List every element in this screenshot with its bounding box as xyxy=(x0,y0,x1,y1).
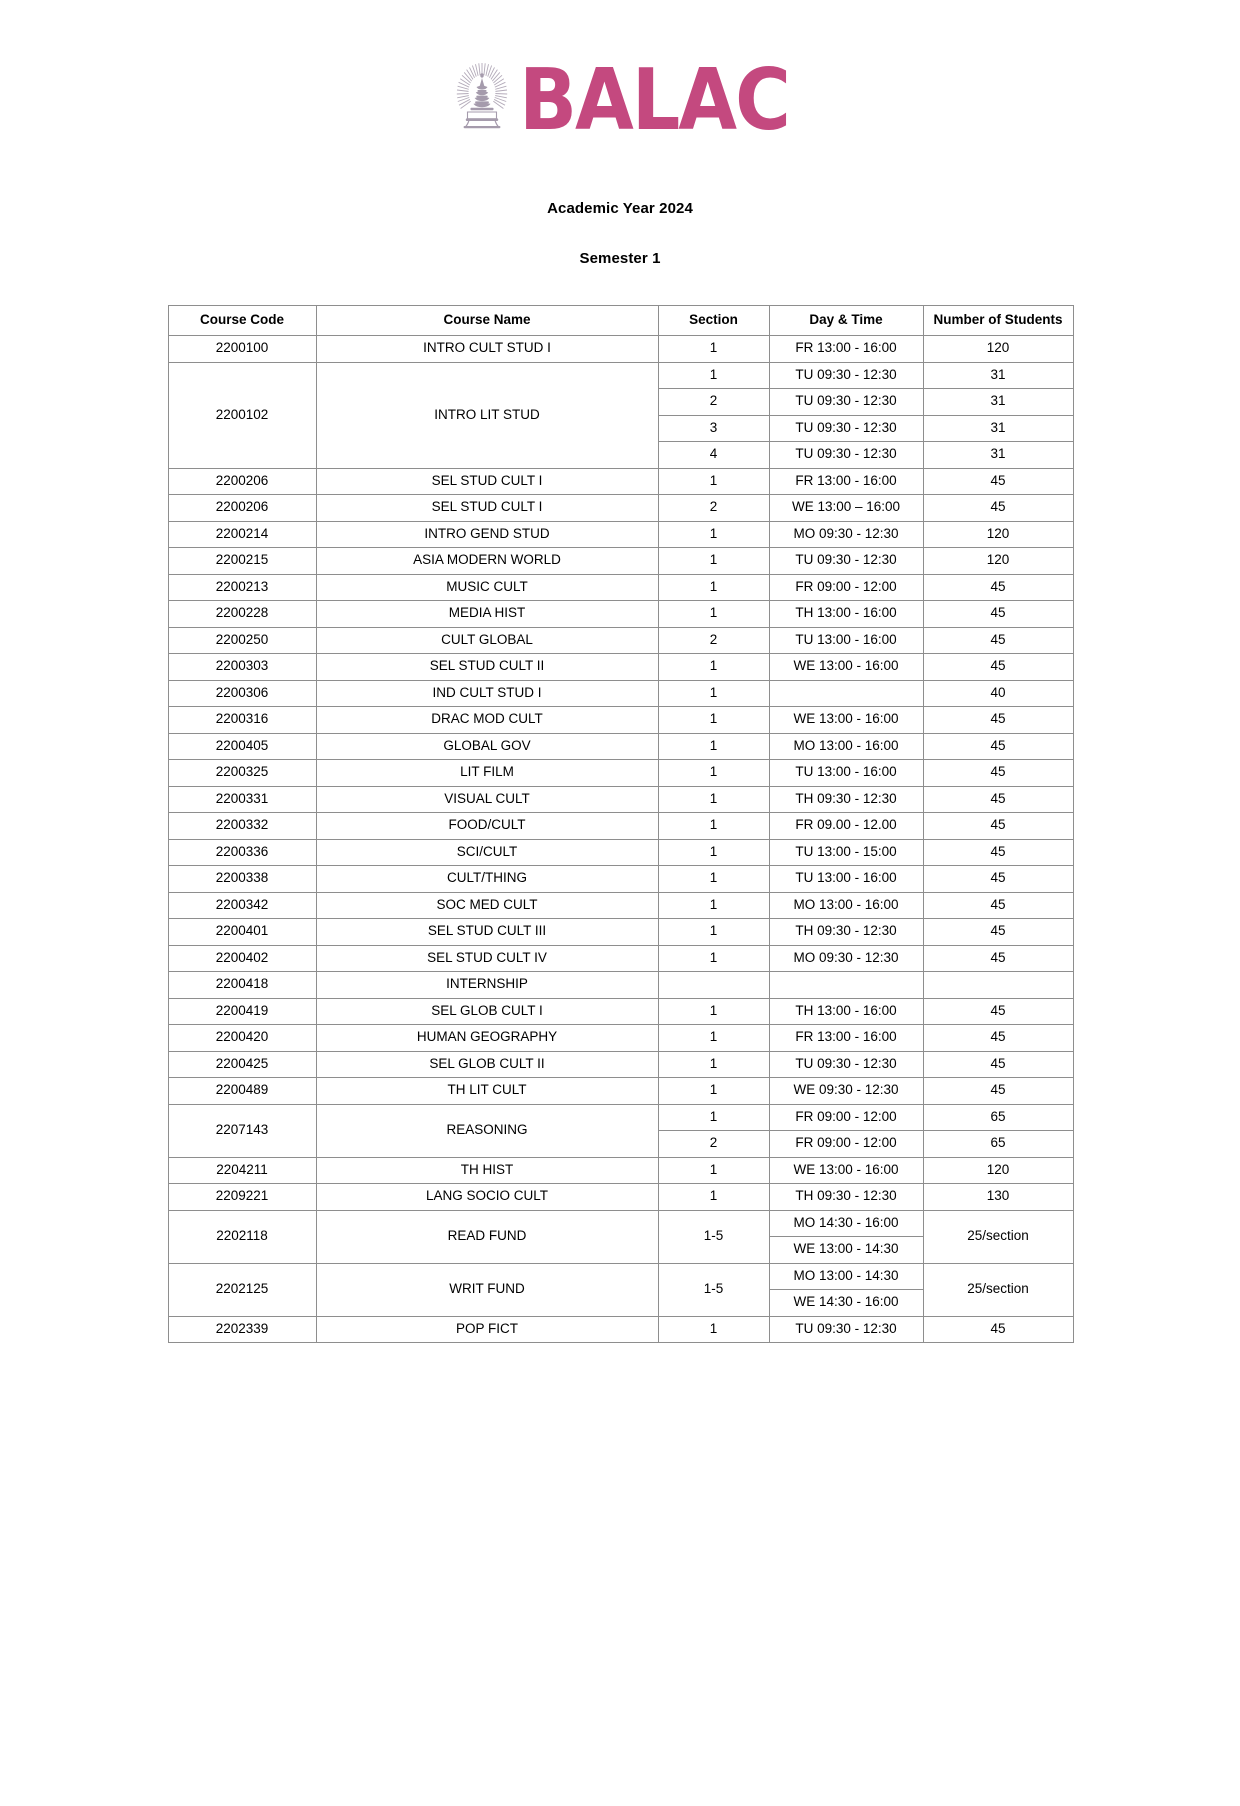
cell-section: 1 xyxy=(658,892,769,919)
cell-day-time: WE 14:30 - 16:00 xyxy=(769,1290,923,1317)
cell-day-time: TH 13:00 - 16:00 xyxy=(769,601,923,628)
table-row xyxy=(168,1157,1073,1184)
cell-day-time: FR 09:00 - 12:00 xyxy=(769,1131,923,1158)
table-row xyxy=(168,892,1073,919)
cell-course-code: 2200303 xyxy=(168,654,316,681)
cell-number-of-students: 45 xyxy=(923,945,1073,972)
cell-number-of-students: 45 xyxy=(923,813,1073,840)
table-row xyxy=(168,548,1073,575)
cell-course-code: 2200425 xyxy=(168,1051,316,1078)
cell-course-name: IND CULT STUD I xyxy=(316,680,658,707)
cell-number-of-students: 31 xyxy=(923,415,1073,442)
cell-section: 1 xyxy=(658,786,769,813)
cell-section: 1 xyxy=(658,1025,769,1052)
cell-number-of-students: 25/section xyxy=(923,1210,1073,1263)
cell-number-of-students: 45 xyxy=(923,786,1073,813)
cell-section: 1 xyxy=(658,574,769,601)
cell-number-of-students: 45 xyxy=(923,495,1073,522)
cell-day-time: FR 09:00 - 12:00 xyxy=(769,574,923,601)
cell-course-name: REASONING xyxy=(316,1104,658,1157)
cell-day-time: TU 09:30 - 12:30 xyxy=(769,548,923,575)
cell-section: 1-5 xyxy=(658,1263,769,1316)
cell-section: 1 xyxy=(658,654,769,681)
cell-day-time: MO 09:30 - 12:30 xyxy=(769,521,923,548)
cell-section: 1 xyxy=(658,760,769,787)
cell-course-name: SEL GLOB CULT II xyxy=(316,1051,658,1078)
cell-day-time xyxy=(769,972,923,999)
cell-course-code: 2200402 xyxy=(168,945,316,972)
cell-course-code: 2200418 xyxy=(168,972,316,999)
cell-day-time: MO 13:00 - 16:00 xyxy=(769,733,923,760)
table-row xyxy=(168,601,1073,628)
cell-course-name: SEL STUD CULT I xyxy=(316,495,658,522)
cell-course-code: 2209221 xyxy=(168,1184,316,1211)
cell-course-name: INTRO GEND STUD xyxy=(316,521,658,548)
cell-course-name: GLOBAL GOV xyxy=(316,733,658,760)
cell-course-name: SEL STUD CULT I xyxy=(316,468,658,495)
cell-number-of-students: 45 xyxy=(923,1025,1073,1052)
cell-course-code: 2207143 xyxy=(168,1104,316,1157)
cell-course-code: 2200331 xyxy=(168,786,316,813)
document-page xyxy=(0,49,1240,1806)
cell-day-time: WE 13:00 – 16:00 xyxy=(769,495,923,522)
cell-section: 1 xyxy=(658,1078,769,1105)
table-body xyxy=(168,336,1073,1343)
cell-course-name: TH HIST xyxy=(316,1157,658,1184)
cell-course-name: CULT/THING xyxy=(316,866,658,893)
cell-section: 2 xyxy=(658,495,769,522)
cell-number-of-students: 120 xyxy=(923,1157,1073,1184)
table-row xyxy=(168,839,1073,866)
table-row xyxy=(168,998,1073,1025)
cell-number-of-students: 40 xyxy=(923,680,1073,707)
cell-number-of-students: 45 xyxy=(923,760,1073,787)
cell-section: 2 xyxy=(658,1131,769,1158)
cell-course-code: 2200206 xyxy=(168,495,316,522)
cell-day-time: TH 09:30 - 12:30 xyxy=(769,919,923,946)
cell-course-code: 2200325 xyxy=(168,760,316,787)
cell-course-name: LIT FILM xyxy=(316,760,658,787)
cell-number-of-students: 45 xyxy=(923,707,1073,734)
cell-number-of-students: 120 xyxy=(923,521,1073,548)
balac-logo xyxy=(0,49,1240,150)
cell-course-name: SCI/CULT xyxy=(316,839,658,866)
cell-number-of-students xyxy=(923,972,1073,999)
cell-course-name: POP FICT xyxy=(316,1316,658,1343)
cell-day-time: WE 13:00 - 14:30 xyxy=(769,1237,923,1264)
cell-number-of-students: 45 xyxy=(923,654,1073,681)
table-row xyxy=(168,1263,1073,1290)
cell-course-code: 2200100 xyxy=(168,336,316,363)
table-row xyxy=(168,336,1073,363)
cell-number-of-students: 45 xyxy=(923,601,1073,628)
cell-course-name: SOC MED CULT xyxy=(316,892,658,919)
cell-section: 1 xyxy=(658,1316,769,1343)
cell-section xyxy=(658,972,769,999)
table-row xyxy=(168,945,1073,972)
column-header-section: Section xyxy=(658,306,769,336)
cell-course-code: 2202118 xyxy=(168,1210,316,1263)
cell-day-time: TU 13:00 - 16:00 xyxy=(769,866,923,893)
chulalongkorn-university-emblem-icon xyxy=(451,59,513,141)
table-row xyxy=(168,866,1073,893)
cell-course-name: INTERNSHIP xyxy=(316,972,658,999)
table-row xyxy=(168,733,1073,760)
table-row xyxy=(168,627,1073,654)
cell-course-code: 2202125 xyxy=(168,1263,316,1316)
cell-day-time: TH 13:00 - 16:00 xyxy=(769,998,923,1025)
table-row xyxy=(168,1078,1073,1105)
cell-day-time: FR 09:00 - 12:00 xyxy=(769,1104,923,1131)
table-row xyxy=(168,680,1073,707)
cell-number-of-students: 31 xyxy=(923,389,1073,416)
cell-course-code: 2200228 xyxy=(168,601,316,628)
course-schedule-table-wrapper xyxy=(168,305,1073,1343)
cell-number-of-students: 31 xyxy=(923,442,1073,469)
cell-course-name: SEL GLOB CULT I xyxy=(316,998,658,1025)
cell-day-time: WE 09:30 - 12:30 xyxy=(769,1078,923,1105)
table-row xyxy=(168,919,1073,946)
cell-number-of-students: 120 xyxy=(923,548,1073,575)
cell-section: 1 xyxy=(658,521,769,548)
cell-section: 1 xyxy=(658,680,769,707)
cell-number-of-students: 45 xyxy=(923,574,1073,601)
cell-course-name: HUMAN GEOGRAPHY xyxy=(316,1025,658,1052)
cell-course-code: 2200336 xyxy=(168,839,316,866)
cell-section: 1-5 xyxy=(658,1210,769,1263)
cell-course-code: 2200215 xyxy=(168,548,316,575)
course-schedule-table xyxy=(168,305,1074,1343)
table-header xyxy=(168,306,1073,336)
table-row xyxy=(168,786,1073,813)
cell-course-name: ASIA MODERN WORLD xyxy=(316,548,658,575)
table-row xyxy=(168,1316,1073,1343)
cell-section: 1 xyxy=(658,601,769,628)
cell-section: 2 xyxy=(658,627,769,654)
cell-course-name: MEDIA HIST xyxy=(316,601,658,628)
cell-section: 1 xyxy=(658,866,769,893)
cell-day-time: FR 13:00 - 16:00 xyxy=(769,1025,923,1052)
cell-number-of-students: 45 xyxy=(923,1078,1073,1105)
cell-course-code: 2200214 xyxy=(168,521,316,548)
cell-course-name: SEL STUD CULT IV xyxy=(316,945,658,972)
table-row xyxy=(168,707,1073,734)
cell-course-code: 2200338 xyxy=(168,866,316,893)
table-row xyxy=(168,1051,1073,1078)
table-row xyxy=(168,574,1073,601)
cell-number-of-students: 25/section xyxy=(923,1263,1073,1316)
cell-day-time: FR 09.00 - 12.00 xyxy=(769,813,923,840)
cell-course-name: MUSIC CULT xyxy=(316,574,658,601)
table-row xyxy=(168,1184,1073,1211)
cell-course-name: SEL STUD CULT III xyxy=(316,919,658,946)
cell-section: 3 xyxy=(658,415,769,442)
cell-course-code: 2200250 xyxy=(168,627,316,654)
table-row xyxy=(168,972,1073,999)
cell-number-of-students: 45 xyxy=(923,627,1073,654)
cell-number-of-students: 120 xyxy=(923,336,1073,363)
cell-number-of-students: 65 xyxy=(923,1104,1073,1131)
cell-day-time: TH 09:30 - 12:30 xyxy=(769,1184,923,1211)
cell-section: 1 xyxy=(658,1051,769,1078)
cell-course-name: READ FUND xyxy=(316,1210,658,1263)
cell-course-name: CULT GLOBAL xyxy=(316,627,658,654)
cell-section: 4 xyxy=(658,442,769,469)
table-row xyxy=(168,760,1073,787)
cell-course-code: 2200405 xyxy=(168,733,316,760)
cell-section: 1 xyxy=(658,919,769,946)
cell-number-of-students: 130 xyxy=(923,1184,1073,1211)
cell-course-name: VISUAL CULT xyxy=(316,786,658,813)
table-header-row xyxy=(168,306,1073,336)
cell-section: 1 xyxy=(658,336,769,363)
cell-section: 1 xyxy=(658,1184,769,1211)
cell-course-code: 2200489 xyxy=(168,1078,316,1105)
cell-day-time: WE 13:00 - 16:00 xyxy=(769,1157,923,1184)
table-row xyxy=(168,654,1073,681)
cell-course-name: LANG SOCIO CULT xyxy=(316,1184,658,1211)
cell-section: 1 xyxy=(658,998,769,1025)
cell-course-code: 2200332 xyxy=(168,813,316,840)
cell-day-time: TU 09:30 - 12:30 xyxy=(769,1051,923,1078)
cell-section: 1 xyxy=(658,1104,769,1131)
cell-course-name: SEL STUD CULT II xyxy=(316,654,658,681)
cell-day-time: TU 09:30 - 12:30 xyxy=(769,442,923,469)
cell-day-time: TH 09:30 - 12:30 xyxy=(769,786,923,813)
cell-number-of-students: 45 xyxy=(923,866,1073,893)
cell-course-code: 2204211 xyxy=(168,1157,316,1184)
cell-course-code: 2200102 xyxy=(168,362,316,468)
cell-course-name: INTRO CULT STUD I xyxy=(316,336,658,363)
table-row xyxy=(168,813,1073,840)
table-row xyxy=(168,468,1073,495)
cell-day-time: TU 13:00 - 16:00 xyxy=(769,760,923,787)
cell-course-code: 2200420 xyxy=(168,1025,316,1052)
cell-course-code: 2200306 xyxy=(168,680,316,707)
table-row xyxy=(168,1025,1073,1052)
cell-day-time: TU 09:30 - 12:30 xyxy=(769,362,923,389)
cell-day-time: WE 13:00 - 16:00 xyxy=(769,654,923,681)
cell-course-code: 2200342 xyxy=(168,892,316,919)
cell-number-of-students: 45 xyxy=(923,1316,1073,1343)
cell-day-time: TU 13:00 - 15:00 xyxy=(769,839,923,866)
semester-subtitle: Semester 1 xyxy=(579,250,661,267)
cell-section: 2 xyxy=(658,389,769,416)
cell-number-of-students: 31 xyxy=(923,362,1073,389)
balac-wordmark: BALAC xyxy=(519,49,789,150)
cell-course-name: WRIT FUND xyxy=(316,1263,658,1316)
cell-day-time: MO 13:00 - 16:00 xyxy=(769,892,923,919)
cell-number-of-students: 45 xyxy=(923,1051,1073,1078)
table-row xyxy=(168,521,1073,548)
cell-day-time: FR 13:00 - 16:00 xyxy=(769,336,923,363)
cell-section: 1 xyxy=(658,813,769,840)
cell-day-time: TU 09:30 - 12:30 xyxy=(769,389,923,416)
cell-section: 1 xyxy=(658,707,769,734)
cell-day-time: MO 09:30 - 12:30 xyxy=(769,945,923,972)
cell-course-code: 2200419 xyxy=(168,998,316,1025)
cell-course-name: DRAC MOD CULT xyxy=(316,707,658,734)
cell-number-of-students: 45 xyxy=(923,998,1073,1025)
cell-section: 1 xyxy=(658,945,769,972)
cell-number-of-students: 45 xyxy=(923,468,1073,495)
cell-day-time: FR 13:00 - 16:00 xyxy=(769,468,923,495)
cell-course-name: FOOD/CULT xyxy=(316,813,658,840)
table-row xyxy=(168,1104,1073,1131)
cell-number-of-students: 45 xyxy=(923,919,1073,946)
column-header-course-code: Course Code xyxy=(168,306,316,336)
cell-section: 1 xyxy=(658,362,769,389)
cell-day-time: MO 13:00 - 14:30 xyxy=(769,1263,923,1290)
cell-course-code: 2200316 xyxy=(168,707,316,734)
cell-number-of-students: 45 xyxy=(923,733,1073,760)
column-header-day-time: Day & Time xyxy=(769,306,923,336)
cell-course-code: 2200401 xyxy=(168,919,316,946)
cell-number-of-students: 65 xyxy=(923,1131,1073,1158)
cell-section: 1 xyxy=(658,548,769,575)
table-row xyxy=(168,362,1073,389)
cell-day-time: MO 14:30 - 16:00 xyxy=(769,1210,923,1237)
cell-day-time: TU 09:30 - 12:30 xyxy=(769,1316,923,1343)
academic-year-title: Academic Year 2024 xyxy=(547,200,693,217)
cell-number-of-students: 45 xyxy=(923,839,1073,866)
cell-course-code: 2202339 xyxy=(168,1316,316,1343)
table-row xyxy=(168,495,1073,522)
cell-section: 1 xyxy=(658,839,769,866)
cell-number-of-students: 45 xyxy=(923,892,1073,919)
cell-course-code: 2200206 xyxy=(168,468,316,495)
cell-day-time: WE 13:00 - 16:00 xyxy=(769,707,923,734)
cell-course-name: TH LIT CULT xyxy=(316,1078,658,1105)
cell-day-time: TU 13:00 - 16:00 xyxy=(769,627,923,654)
cell-section: 1 xyxy=(658,733,769,760)
column-header-number-of-students: Number of Students xyxy=(923,306,1073,336)
cell-day-time xyxy=(769,680,923,707)
cell-course-name: INTRO LIT STUD xyxy=(316,362,658,468)
cell-section: 1 xyxy=(658,1157,769,1184)
table-row xyxy=(168,1210,1073,1237)
cell-day-time: TU 09:30 - 12:30 xyxy=(769,415,923,442)
cell-course-code: 2200213 xyxy=(168,574,316,601)
cell-section: 1 xyxy=(658,468,769,495)
column-header-course-name: Course Name xyxy=(316,306,658,336)
